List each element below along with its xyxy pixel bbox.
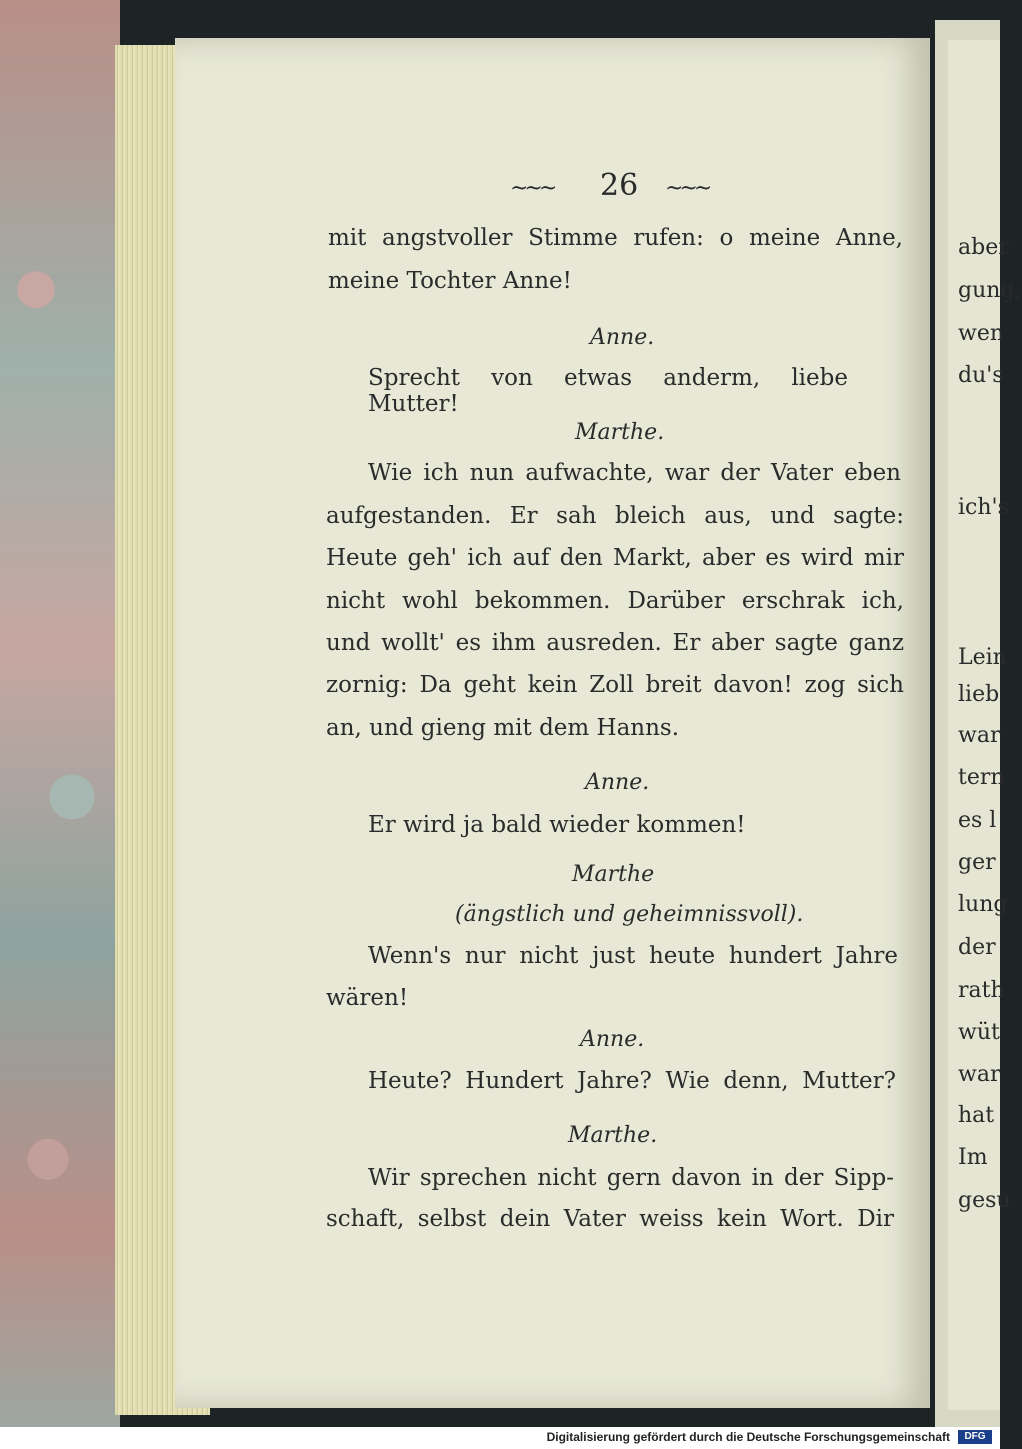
facing-page bbox=[948, 40, 1022, 1410]
facing-line: gung, bbox=[958, 278, 1022, 303]
speaker-name: Marthe. bbox=[568, 1123, 658, 1148]
text-line: Heute geh' ich auf den Markt, aber es wird mir bbox=[326, 545, 904, 571]
text-line: nicht wohl bekommen. Darüber erschrak ich, bbox=[326, 588, 904, 614]
facing-line: Im bbox=[958, 1145, 988, 1170]
text-line: meine Tochter Anne! bbox=[328, 268, 572, 294]
text-line: Heute? Hundert Jahre? Wie denn, Mutter? bbox=[368, 1068, 896, 1094]
page-header bbox=[470, 168, 770, 208]
facing-line: war bbox=[958, 723, 1001, 748]
text-line: schaft, selbst dein Vater weiss kein Wort. Dir bbox=[326, 1206, 894, 1232]
facing-line: tern bbox=[958, 765, 1005, 790]
funding-notice: Digitalisierung gefördert durch die Deutsche Forschungsgemeinschaft bbox=[546, 1430, 950, 1444]
speaker-name: Anne. bbox=[590, 325, 655, 350]
speaker-name: Anne. bbox=[585, 770, 650, 795]
text-line: Wir sprechen nicht gern davon in der Sipp- bbox=[368, 1165, 894, 1191]
facing-line: war bbox=[958, 1062, 1001, 1087]
text-line: an, und gieng mit dem Hanns. bbox=[326, 715, 680, 741]
ornament-right: ~~~ bbox=[665, 176, 709, 201]
page-number: 26 bbox=[600, 168, 639, 203]
text-line: zornig: Da geht kein Zoll breit davon! zog sich bbox=[326, 672, 904, 698]
text-line: Sprecht von etwas anderm, liebe Mutter! bbox=[368, 365, 848, 417]
facing-line: lung bbox=[958, 892, 1008, 917]
text-line: wären! bbox=[326, 985, 409, 1011]
facing-line: es l bbox=[958, 808, 997, 833]
footer-bar bbox=[0, 1427, 1000, 1449]
facing-line: ich's bbox=[958, 495, 1009, 520]
facing-line: lieb bbox=[958, 682, 1000, 707]
ornament-left: ~~~ bbox=[510, 176, 554, 201]
facing-line: gesu bbox=[958, 1188, 1011, 1213]
text-line: aufgestanden. Er sah bleich aus, und sagte: bbox=[326, 503, 904, 529]
facing-line: ger bbox=[958, 850, 996, 875]
facing-line: wüt bbox=[958, 1020, 1000, 1045]
text-line: und wollt' es ihm ausreden. Er aber sagte ganz bbox=[326, 630, 904, 656]
marbled-cover bbox=[0, 0, 120, 1449]
text-line: mit angstvoller Stimme rufen: o meine Anne, bbox=[328, 225, 903, 251]
facing-line: wen bbox=[958, 321, 1005, 346]
speaker-name: Anne. bbox=[580, 1027, 645, 1052]
text-line: Wie ich nun aufwachte, war der Vater eben bbox=[368, 460, 901, 486]
facing-line: du's bbox=[958, 363, 1004, 388]
dfg-logo: DFG bbox=[958, 1430, 992, 1444]
speaker-name: Marthe. bbox=[575, 420, 665, 445]
facing-line: aber bbox=[958, 235, 1009, 260]
facing-line: hat bbox=[958, 1103, 995, 1128]
text-line: Er wird ja bald wieder kommen! bbox=[368, 812, 746, 838]
speaker-name: Marthe bbox=[572, 862, 655, 887]
facing-line: der bbox=[958, 935, 996, 960]
facing-line: rath bbox=[958, 978, 1005, 1003]
speaker-name: (ängstlich und geheimnissvoll). bbox=[455, 902, 804, 927]
facing-line: Lein bbox=[958, 645, 1007, 670]
text-line: Wenn's nur nicht just heute hundert Jahre bbox=[368, 943, 898, 969]
